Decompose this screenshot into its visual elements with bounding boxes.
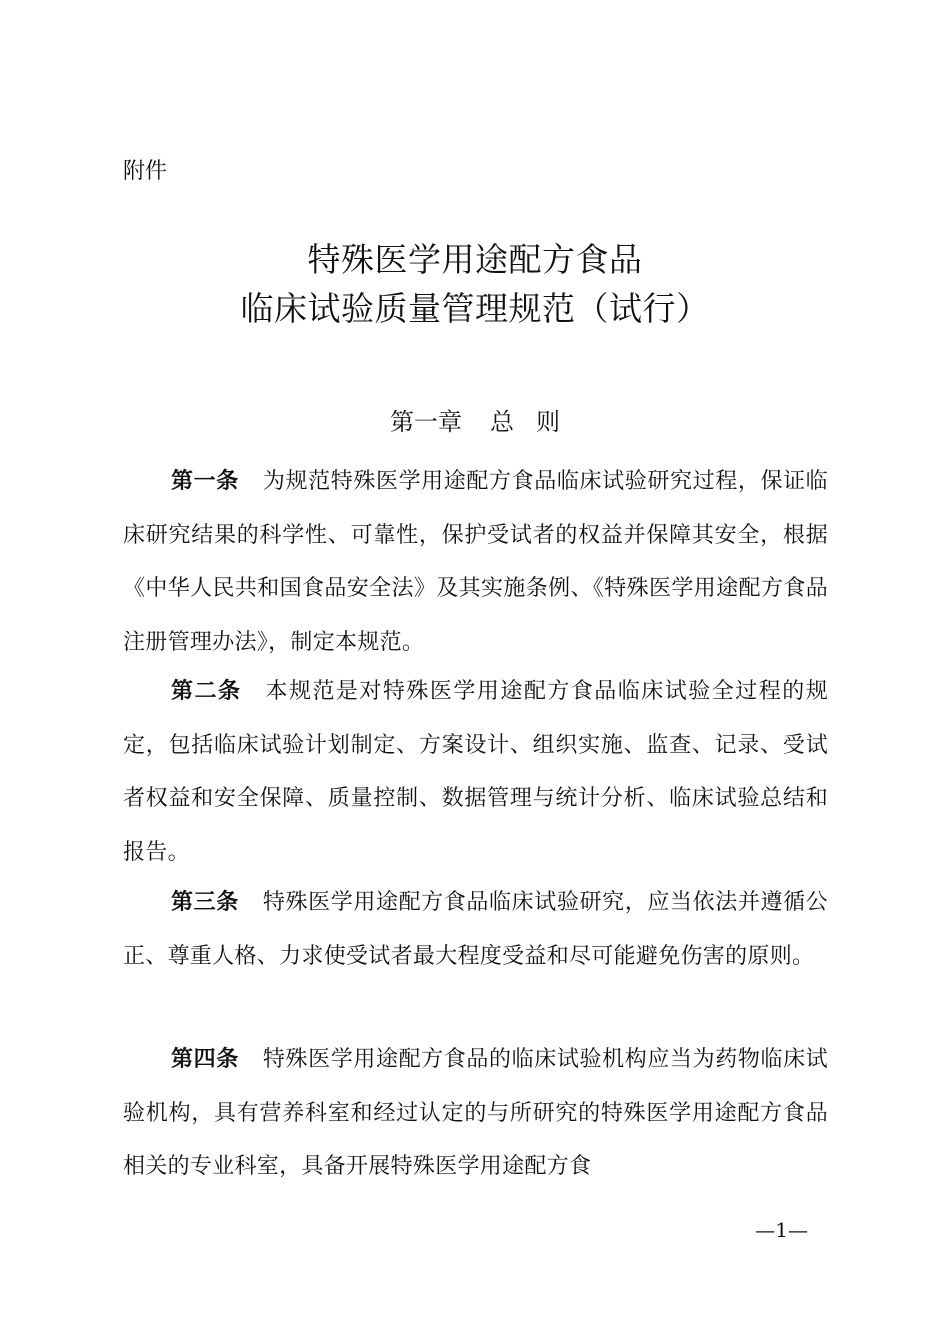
article-number: 第四条 (171, 1047, 239, 1072)
article-3 (123, 876, 828, 983)
article-text: 本规范是对特殊医学用途配方食品临床试验全过程的规定，包括临床试验计划制定、方案设计、组织实施、监查、记录、受试者权益和安全保障、质量控制、数据管理与统计分析、临床试验总结和报告。 (123, 679, 828, 865)
article-number: 第三条 (171, 890, 239, 915)
chapter-name-part-1: 总 (490, 408, 514, 436)
chapter-number: 第一章 (390, 408, 462, 436)
chapter-heading (0, 402, 950, 442)
chapter-name-part-2: 则 (536, 408, 560, 436)
article-text: 特殊医学用途配方食品的临床试验机构应当为药物临床试验机构，具有营养科室和经过认定的与所研究的特殊医学用途配方食品相关的专业科室，具备开展特殊医学用途配方食 (123, 1047, 828, 1179)
article-text: 为规范特殊医学用途配方食品临床试验研究过程，保证临床研究结果的科学性、可靠性，保护受试者的权益并保障其安全，根据《中华人民共和国食品安全法》及其实施条例、《特殊医学用途配方食品注册管理办法》，制定本规范。 (123, 469, 828, 655)
page-number: —1— (755, 1218, 808, 1242)
attachment-label: 附件 (123, 159, 168, 184)
article-text: 特殊医学用途配方食品临床试验研究，应当依法并遵循公正、尊重人格、力求使受试者最大程度受益和尽可能避免伤害的原则。 (123, 890, 828, 969)
article-4 (123, 1033, 828, 1194)
document-title-line-1: 特殊医学用途配方食品 (307, 240, 643, 279)
article-1 (123, 455, 828, 669)
article-number: 第二条 (171, 679, 242, 704)
article-number: 第一条 (171, 469, 239, 494)
document-title-line-2: 临床试验质量管理规范（试行） (240, 289, 710, 328)
article-2 (123, 665, 828, 879)
